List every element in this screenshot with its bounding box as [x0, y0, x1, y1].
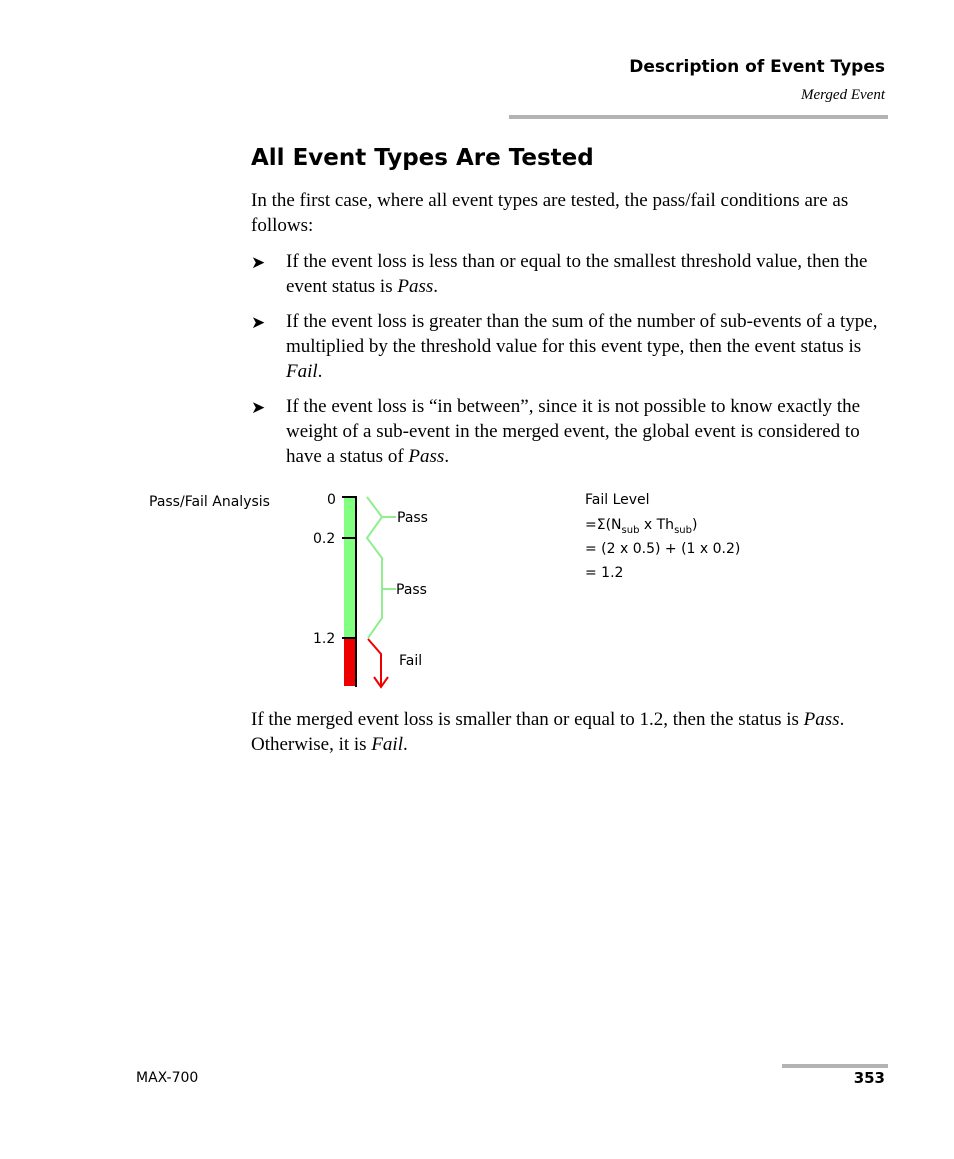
bullet-text: If the event loss is greater than the sum of the number of sub-events of a type, multiplied by the threshold value for this event type, then the event status is Fail. [286, 311, 878, 382]
bullet-item [251, 394, 891, 469]
bullet-text: If the event loss is less than or equal to the smallest threshold value, then the event status is Pass. [286, 251, 868, 297]
fail-level-result: = 1.2 [585, 565, 624, 581]
bullet-arrow-icon: ➤ [251, 313, 266, 332]
sigma-symbol: Σ [596, 517, 606, 533]
section-heading: All Event Types Are Tested [251, 145, 594, 171]
zone-label-pass: Pass [396, 582, 427, 598]
fail-level-formula: $=\Sigma(N_{sub}$ x $Th_{sub}$) [585, 517, 698, 536]
intro-paragraph: In the first case, where all event types are tested, the pass/fail conditions are as follows: [251, 190, 849, 236]
status-fail: Fail [286, 361, 318, 382]
tick-label: 0 [327, 492, 336, 508]
status-pass: Pass [408, 446, 445, 467]
tick-label: 1.2 [313, 631, 336, 647]
bullet-item [251, 309, 891, 384]
zone-label-fail: Fail [399, 653, 423, 669]
pass-zone-bar [344, 498, 356, 638]
bullet-item [251, 249, 891, 299]
page-number: 353 [853, 1069, 885, 1087]
header-rule [509, 115, 888, 119]
bullet-arrow-icon: ➤ [251, 398, 266, 417]
diagram-label: Pass/Fail Analysis [149, 494, 270, 510]
bullet-text: If the event loss is “in between”, since it is not possible to know exactly the weight of a sub-event in the merged event, the global event is considered to have a status of Pass. [286, 396, 861, 467]
pass-fail-diagram [0, 480, 954, 695]
running-header-title: Description of Event Types [629, 57, 885, 77]
zone-label-pass: Pass [397, 510, 428, 526]
fail-level-calculation: = (2 x 0.5) + (1 x 0.2) [585, 541, 741, 557]
fail-zone-bar [344, 638, 356, 686]
footer-product-name: MAX-700 [136, 1070, 199, 1086]
conclusion-paragraph: If the merged event loss is smaller than or equal to 1.2, then the status is Pass. Otherwise, it is Fail. [251, 709, 845, 755]
running-header-subtitle: Merged Event [801, 87, 885, 103]
fail-level-title: Fail Level [585, 492, 650, 508]
pass-brace [367, 497, 382, 638]
status-pass: Pass [803, 709, 840, 730]
tick-label: 0.2 [313, 531, 336, 547]
footer-rule [782, 1064, 888, 1068]
status-pass: Pass [397, 276, 434, 297]
status-fail: Fail [371, 734, 403, 755]
bullet-arrow-icon: ➤ [251, 253, 266, 272]
